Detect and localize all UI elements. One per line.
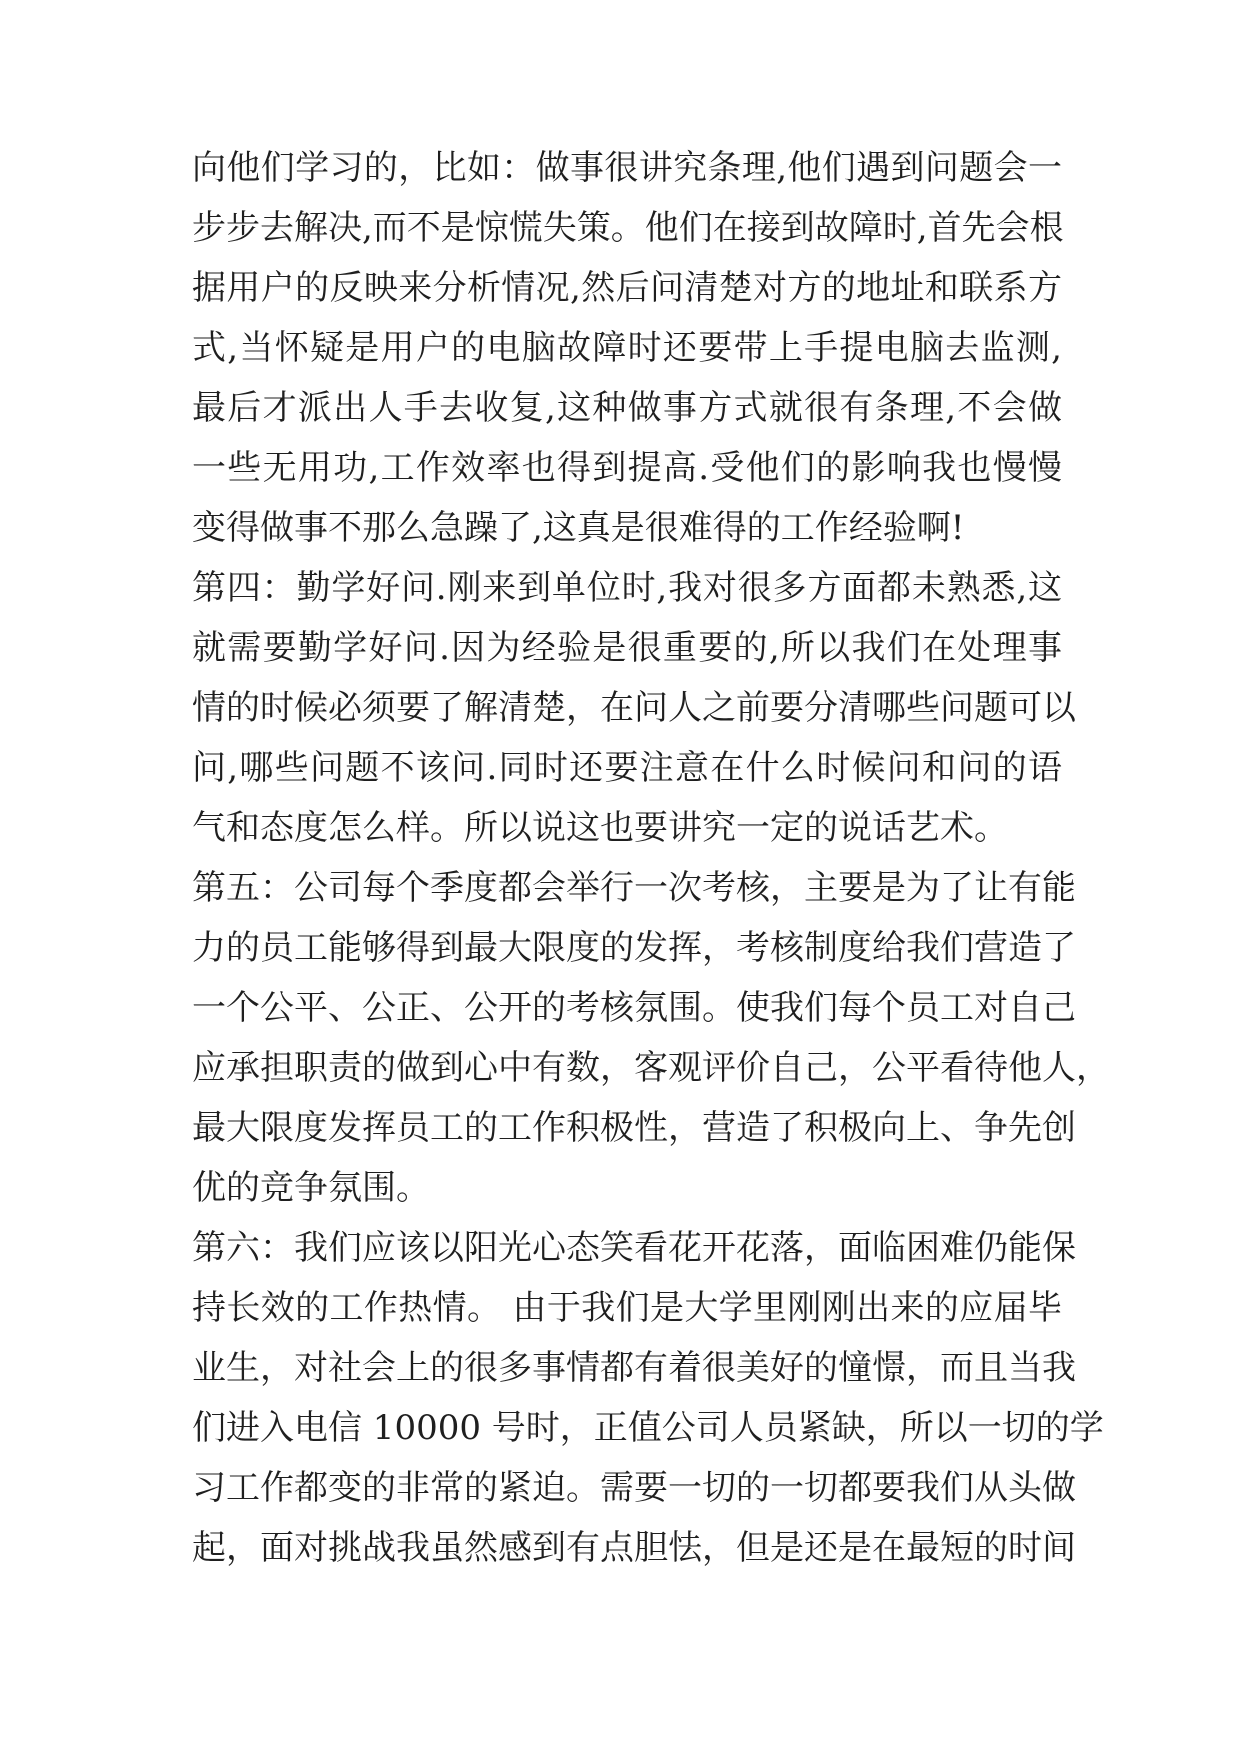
text-line: 据用户的反映来分析情况,然后问清楚对方的地址和联系方 (192, 268, 1062, 308)
text-line: 们进入电信 10000 号时，正值公司人员紧缺，所以一切的学 (192, 1408, 1104, 1448)
text-line: 最大限度发挥员工的工作积极性，营造了积极向上、争先创 (192, 1108, 1076, 1148)
text-line: 式,当怀疑是用户的电脑故障时还要带上手提电脑去监测, (192, 328, 1062, 368)
text-line: 习工作都变的非常的紧迫。需要一切的一切都要我们从头做 (192, 1468, 1076, 1508)
text-line: 步步去解决,而不是惊慌失策。他们在接到故障时,首先会根 (192, 208, 1064, 248)
text-line: 起，面对挑战我虽然感到有点胆怯，但是还是在最短的时间 (192, 1528, 1076, 1568)
text-line: 应承担职责的做到心中有数，客观评价自己，公平看待他人， (192, 1048, 1110, 1088)
text-line: 问,哪些问题不该问.同时还要注意在什么时候问和问的语 (192, 748, 1062, 788)
text-line: 变得做事不那么急躁了,这真是很难得的工作经验啊! (192, 508, 965, 548)
text-line: 第四：勤学好问.刚来到单位时,我对很多方面都未熟悉,这 (192, 568, 1062, 608)
text-line: 业生，对社会上的很多事情都有着很美好的憧憬，而且当我 (192, 1348, 1076, 1388)
text-line: 一些无用功,工作效率也得到提高.受他们的影响我也慢慢 (192, 448, 1062, 488)
text-line: 第六：我们应该以阳光心态笑看花开花落，面临困难仍能保 (192, 1228, 1076, 1268)
text-line: 就需要勤学好问.因为经验是很重要的,所以我们在处理事 (192, 628, 1062, 668)
text-line: 向他们学习的，比如：做事很讲究条理,他们遇到问题会一 (192, 148, 1062, 188)
text-line: 第五：公司每个季度都会举行一次考核，主要是为了让有能 (192, 868, 1076, 908)
text-line: 力的员工能够得到最大限度的发挥，考核制度给我们营造了 (192, 928, 1076, 968)
text-line: 情的时候必须要了解清楚，在问人之前要分清哪些问题可以 (192, 688, 1076, 728)
text-line: 持长效的工作热情。 由于我们是大学里刚刚出来的应届毕 (192, 1288, 1062, 1328)
text-line: 最后才派出人手去收复,这种做事方式就很有条理,不会做 (192, 388, 1062, 428)
text-line: 气和态度怎么样。所以说这也要讲究一定的说话艺术。 (192, 808, 1008, 848)
text-line: 优的竞争氛围。 (192, 1168, 430, 1208)
body-text (192, 138, 1110, 1578)
text-line: 一个公平、公正、公开的考核氛围。使我们每个员工对自己 (192, 988, 1076, 1028)
